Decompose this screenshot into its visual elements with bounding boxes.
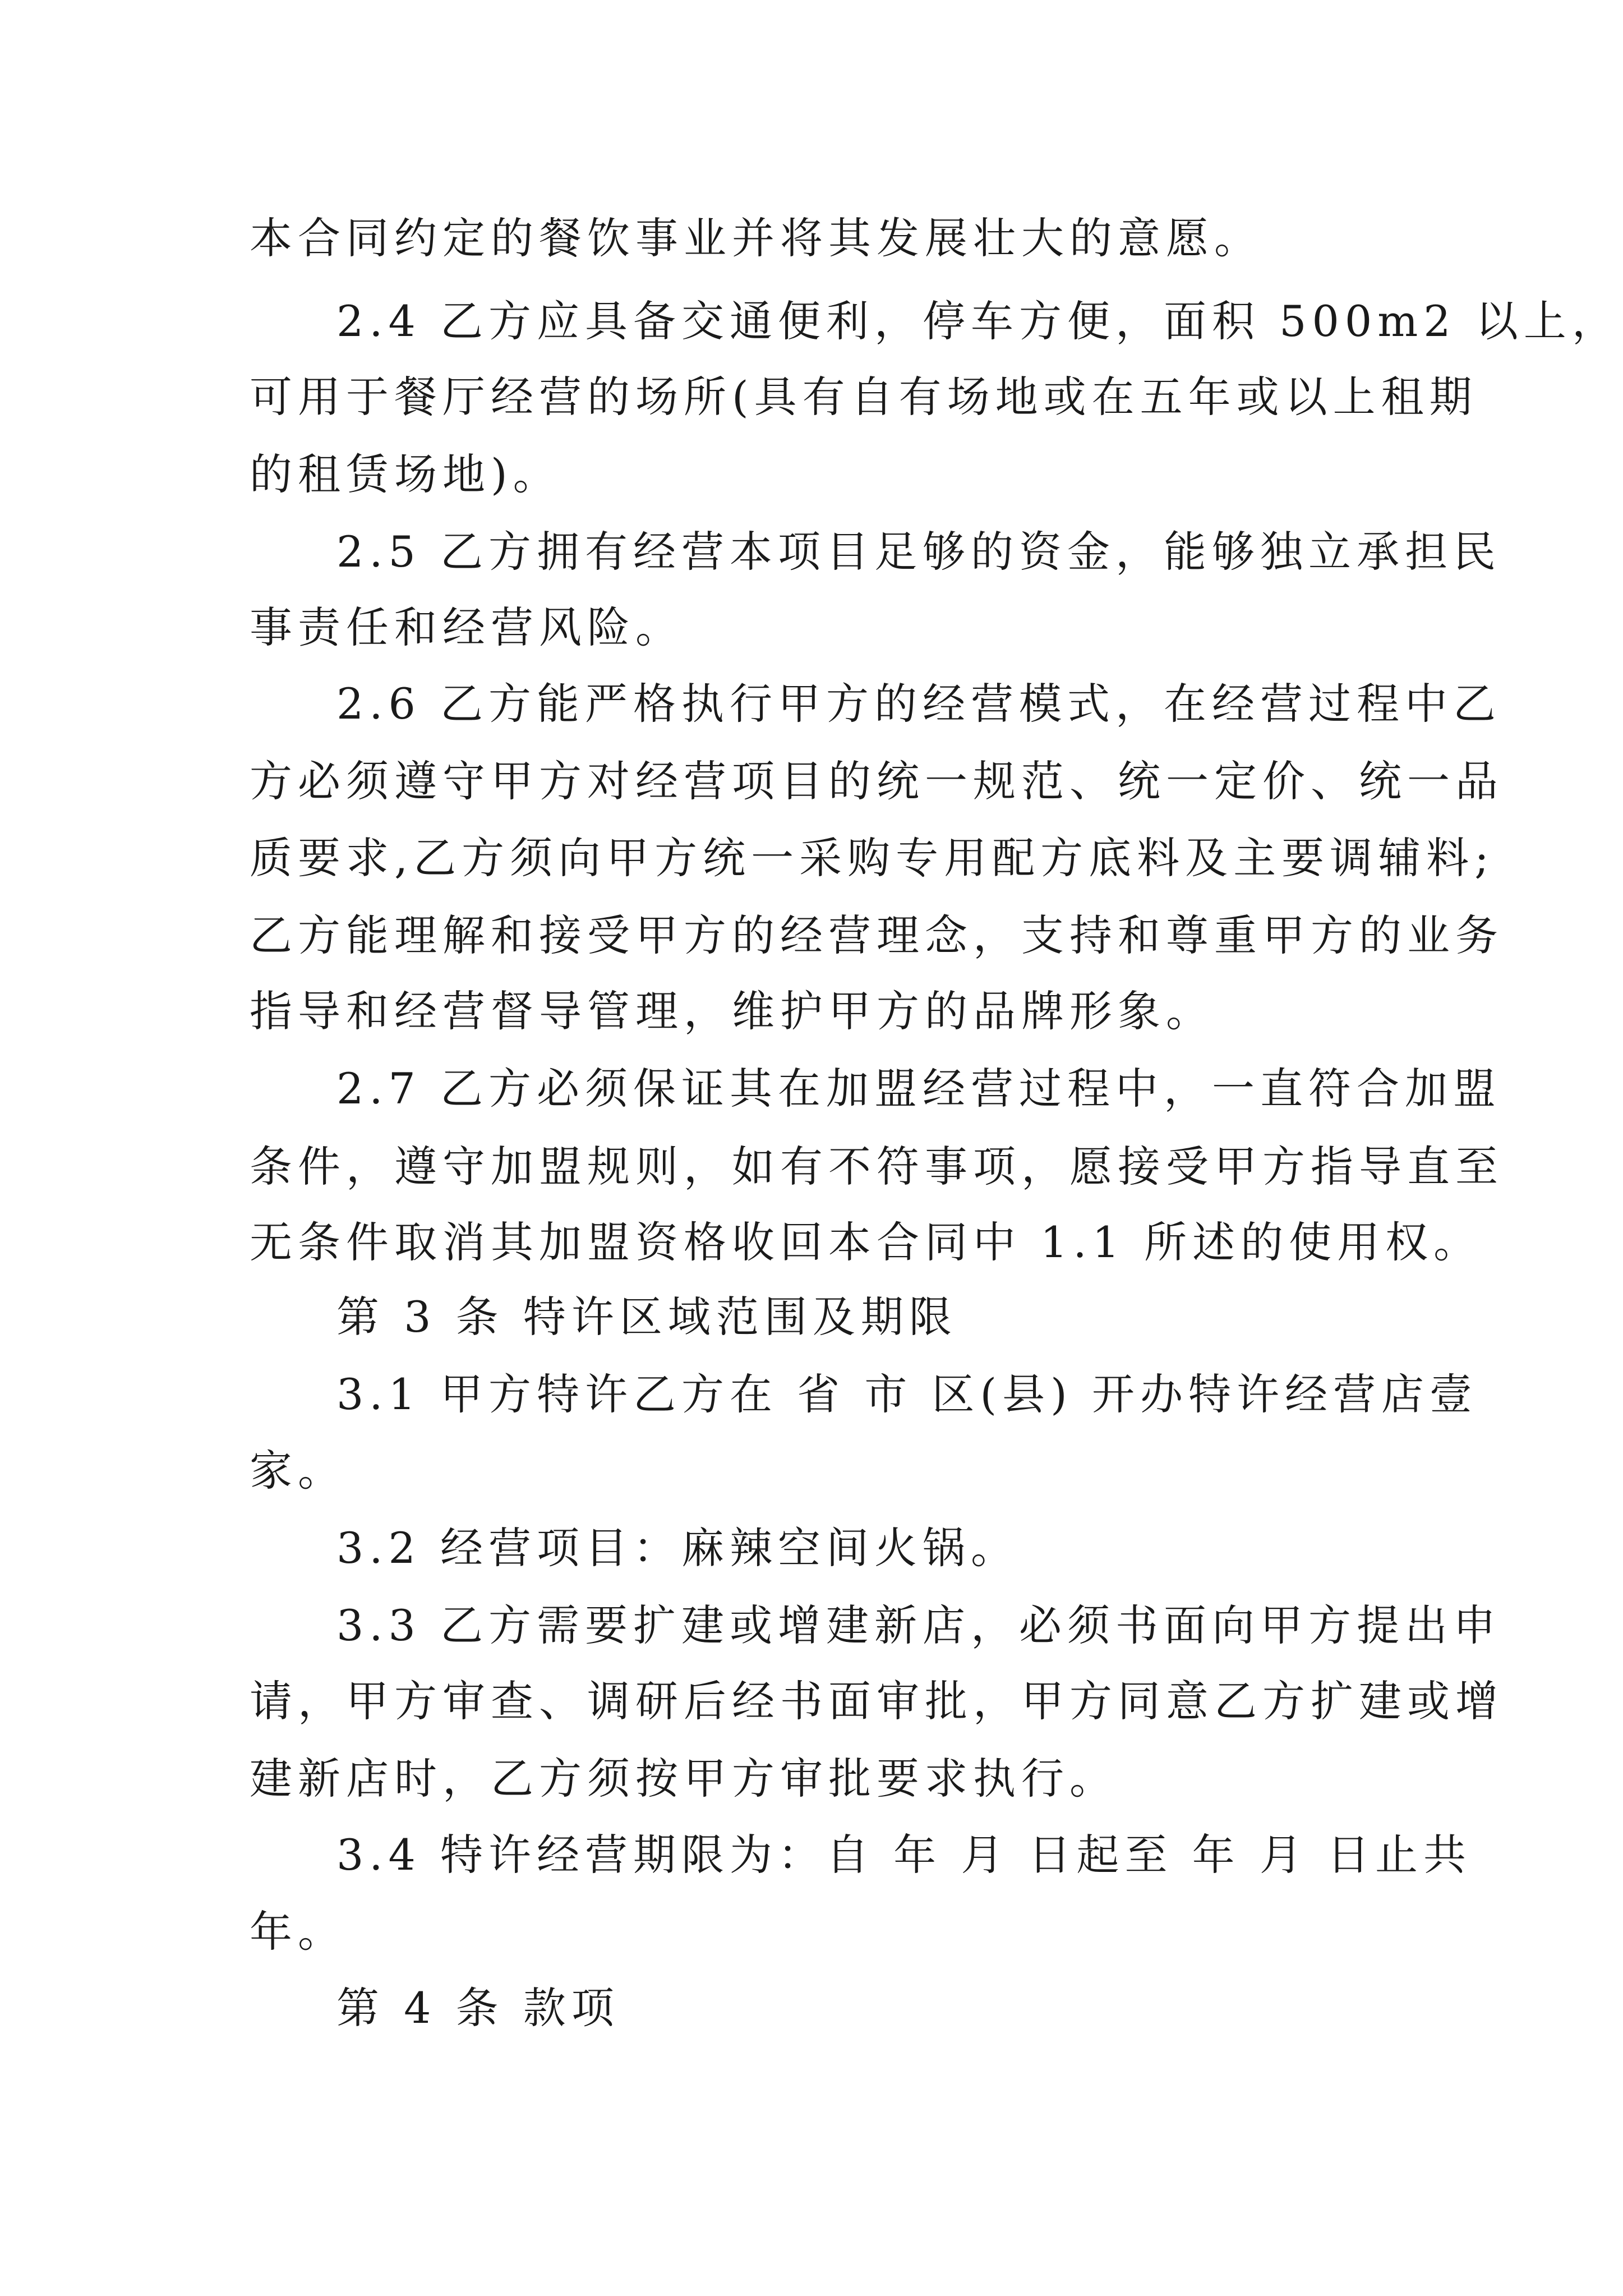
clause-3-4-line: 3.4 特许经营期限为：自 年 月 日起至 年 月 日止共	[336, 1830, 1472, 1880]
text-line: 条件，遵守加盟规则，如有不符事项，愿接受甲方指导直至	[250, 1142, 1504, 1191]
text-line: 事责任和经营风险。	[250, 602, 684, 652]
clause-3-2-line: 3.2 经营项目：麻辣空间火锅。	[336, 1523, 1020, 1573]
text-line: 质要求,乙方须向甲方统一采购专用配方底料及主要调辅料;	[250, 833, 1495, 883]
text-line: 无条件取消其加盟资格收回本合同中 1.1 所述的使用权。	[250, 1217, 1482, 1267]
clause-2-6-line: 2.6 乙方能严格执行甲方的经营模式，在经营过程中乙	[336, 679, 1502, 729]
clause-3-1-line: 3.1 甲方特许乙方在 省 市 区(县) 开办特许经营店壹	[336, 1369, 1478, 1419]
text-line: 本合同约定的餐饮事业并将其发展壮大的意愿。	[250, 213, 1262, 263]
text-line: 的租赁场地)。	[250, 449, 561, 499]
text-line: 可用于餐厅经营的场所(具有自有场地或在五年或以上租期	[250, 372, 1478, 422]
text-line: 建新店时，乙方须按甲方审批要求执行。	[250, 1754, 1118, 1803]
text-line: 年。	[250, 1907, 346, 1957]
text-line: 指导和经营督导管理，维护甲方的品牌形象。	[250, 986, 1214, 1036]
text-line: 方必须遵守甲方对经营项目的统一规范、统一定价、统一品	[250, 756, 1504, 806]
text-line: 家。	[250, 1446, 346, 1496]
section-heading-article-3: 第 3 条 特许区域范围及期限	[336, 1292, 957, 1342]
text-line: 乙方能理解和接受甲方的经营理念，支持和尊重甲方的业务	[250, 910, 1504, 960]
clause-2-5-line: 2.5 乙方拥有经营本项目足够的资金，能够独立承担民	[336, 527, 1502, 577]
text-line: 请，甲方审查、调研后经书面审批，甲方同意乙方扩建或增	[250, 1676, 1504, 1726]
section-heading-article-4: 第 4 条 款项	[336, 1983, 620, 2033]
clause-2-7-line: 2.7 乙方必须保证其在加盟经营过程中，一直符合加盟	[336, 1064, 1502, 1114]
clause-2-4-line: 2.4 乙方应具备交通便利，停车方便，面积 500m2 以上，	[336, 296, 1620, 346]
clause-3-3-line: 3.3 乙方需要扩建或增建新店，必须书面向甲方提出申	[336, 1600, 1502, 1650]
